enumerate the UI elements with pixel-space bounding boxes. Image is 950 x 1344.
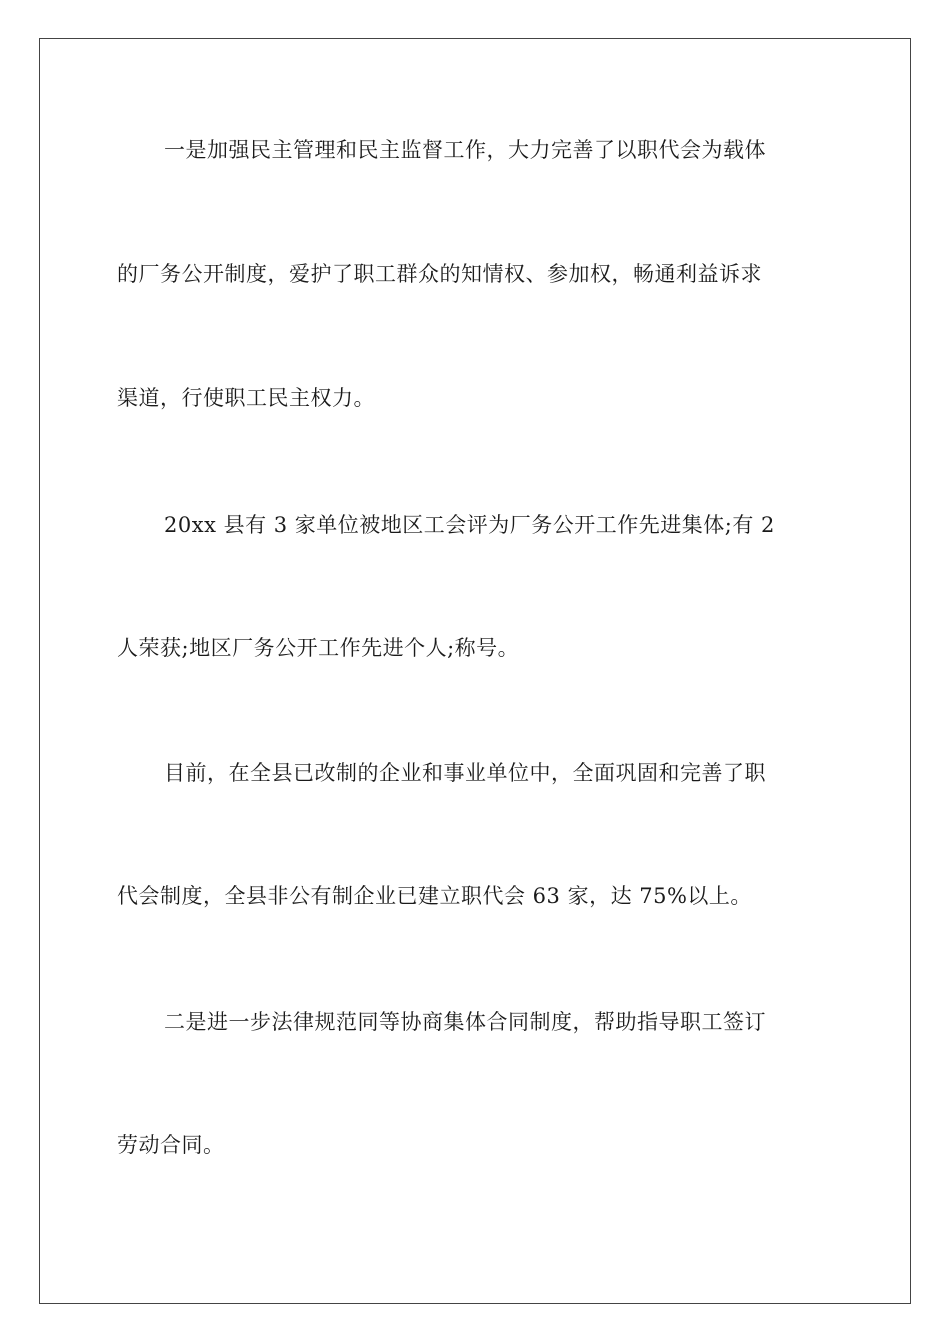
paragraph-4-line-1: 二是进一步法律规范同等协商集体合同制度，帮助指导职工签订 (164, 1010, 766, 1034)
paragraph-1-line-1: 一是加强民主管理和民主监督工作，大力完善了以职代会为载体 (164, 138, 766, 162)
paragraph-2-line-1: 20xx 县有 3 家单位被地区工会评为厂务公开工作先进集体;有 2 (164, 513, 775, 537)
paragraph-2-line-2: 人荣获;地区厂务公开工作先进个人;称号。 (117, 636, 520, 660)
paragraph-3-line-1: 目前，在全县已改制的企业和事业单位中，全面巩固和完善了职 (164, 761, 766, 785)
paragraph-3-line-2: 代会制度，全县非公有制企业已建立职代会 63 家，达 75%以上。 (117, 884, 752, 908)
page-frame (39, 38, 911, 1304)
paragraph-1-line-3: 渠道，行使职工民主权力。 (117, 386, 375, 410)
paragraph-4-line-2: 劳动合同。 (117, 1133, 225, 1157)
paragraph-1-line-2: 的厂务公开制度，爱护了职工群众的知情权、参加权，畅通利益诉求 (117, 262, 762, 286)
